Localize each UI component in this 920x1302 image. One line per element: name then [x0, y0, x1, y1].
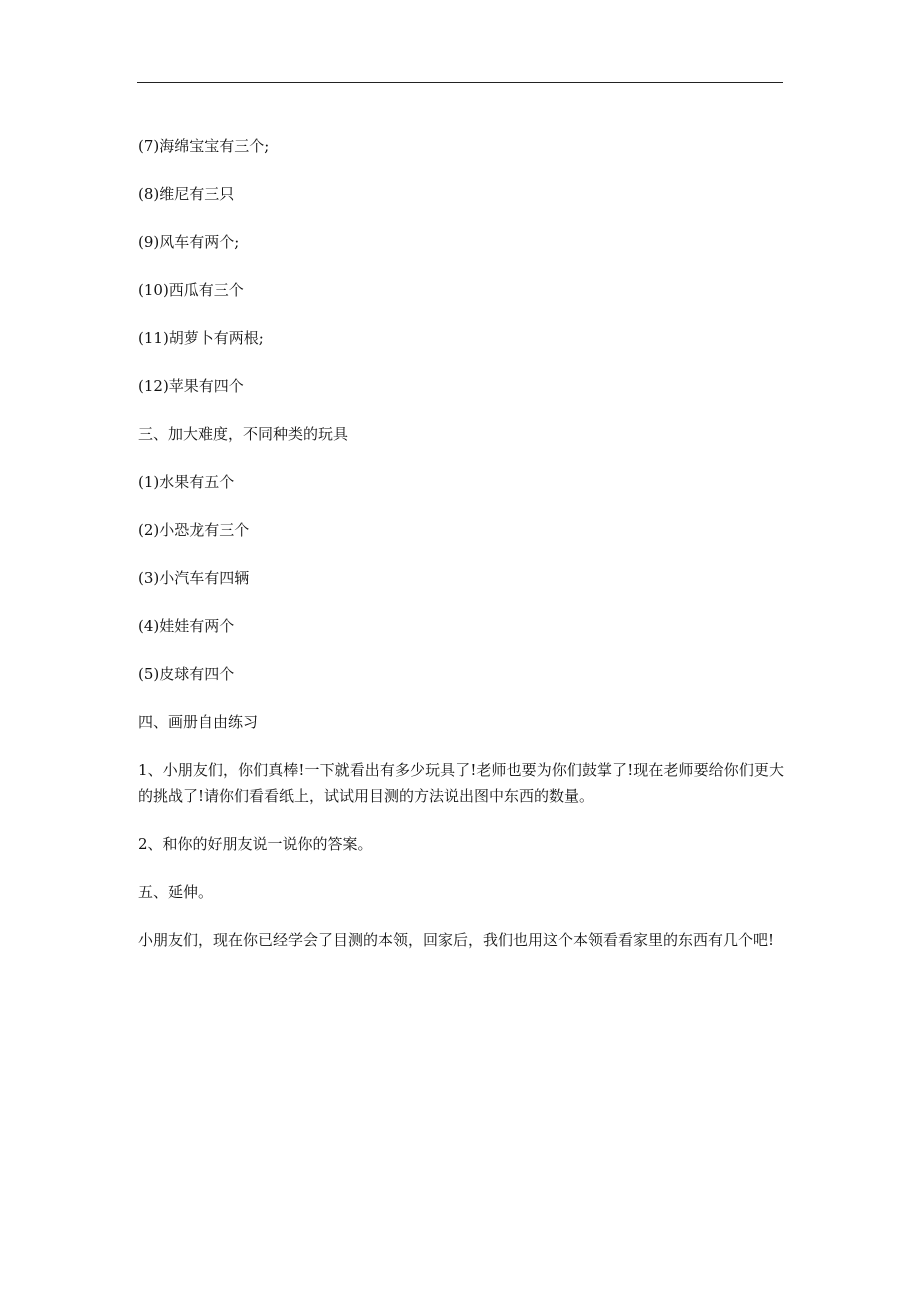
paragraph: 1、小朋友们，你们真棒!一下就看出有多少玩具了!老师也要为你们鼓掌了!现在老师要给你们更大的挑战了!请你们看看纸上，试试用目测的方法说出图中东西的数量。: [138, 761, 784, 805]
paragraph: 小朋友们，现在你已经学会了目测的本领，回家后，我们也用这个本领看看家里的东西有几个吧!: [138, 931, 775, 949]
paragraph: (10)西瓜有三个: [138, 281, 244, 299]
paragraph: (7)海绵宝宝有三个;: [138, 137, 270, 155]
paragraph: (9)风车有两个;: [138, 233, 240, 251]
section-heading: 五、延伸。: [138, 883, 214, 901]
paragraph: (8)维尼有三只: [138, 185, 235, 203]
paragraph: (5)皮球有四个: [138, 665, 235, 683]
section-heading: 四、画册自由练习: [138, 713, 259, 731]
section-heading: 三、加大难度，不同种类的玩具: [138, 425, 349, 443]
document-body: [138, 133, 784, 953]
header-rule: [137, 82, 783, 83]
paragraph: (1)水果有五个: [138, 473, 235, 491]
paragraph: (4)娃娃有两个: [138, 617, 235, 635]
paragraph: (12)苹果有四个: [138, 377, 244, 395]
paragraph: (3)小汽车有四辆: [138, 569, 250, 587]
paragraph: (2)小恐龙有三个: [138, 521, 250, 539]
paragraph: 2、和你的好朋友说一说你的答案。: [138, 835, 373, 853]
paragraph: (11)胡萝卜有两根;: [138, 329, 264, 347]
